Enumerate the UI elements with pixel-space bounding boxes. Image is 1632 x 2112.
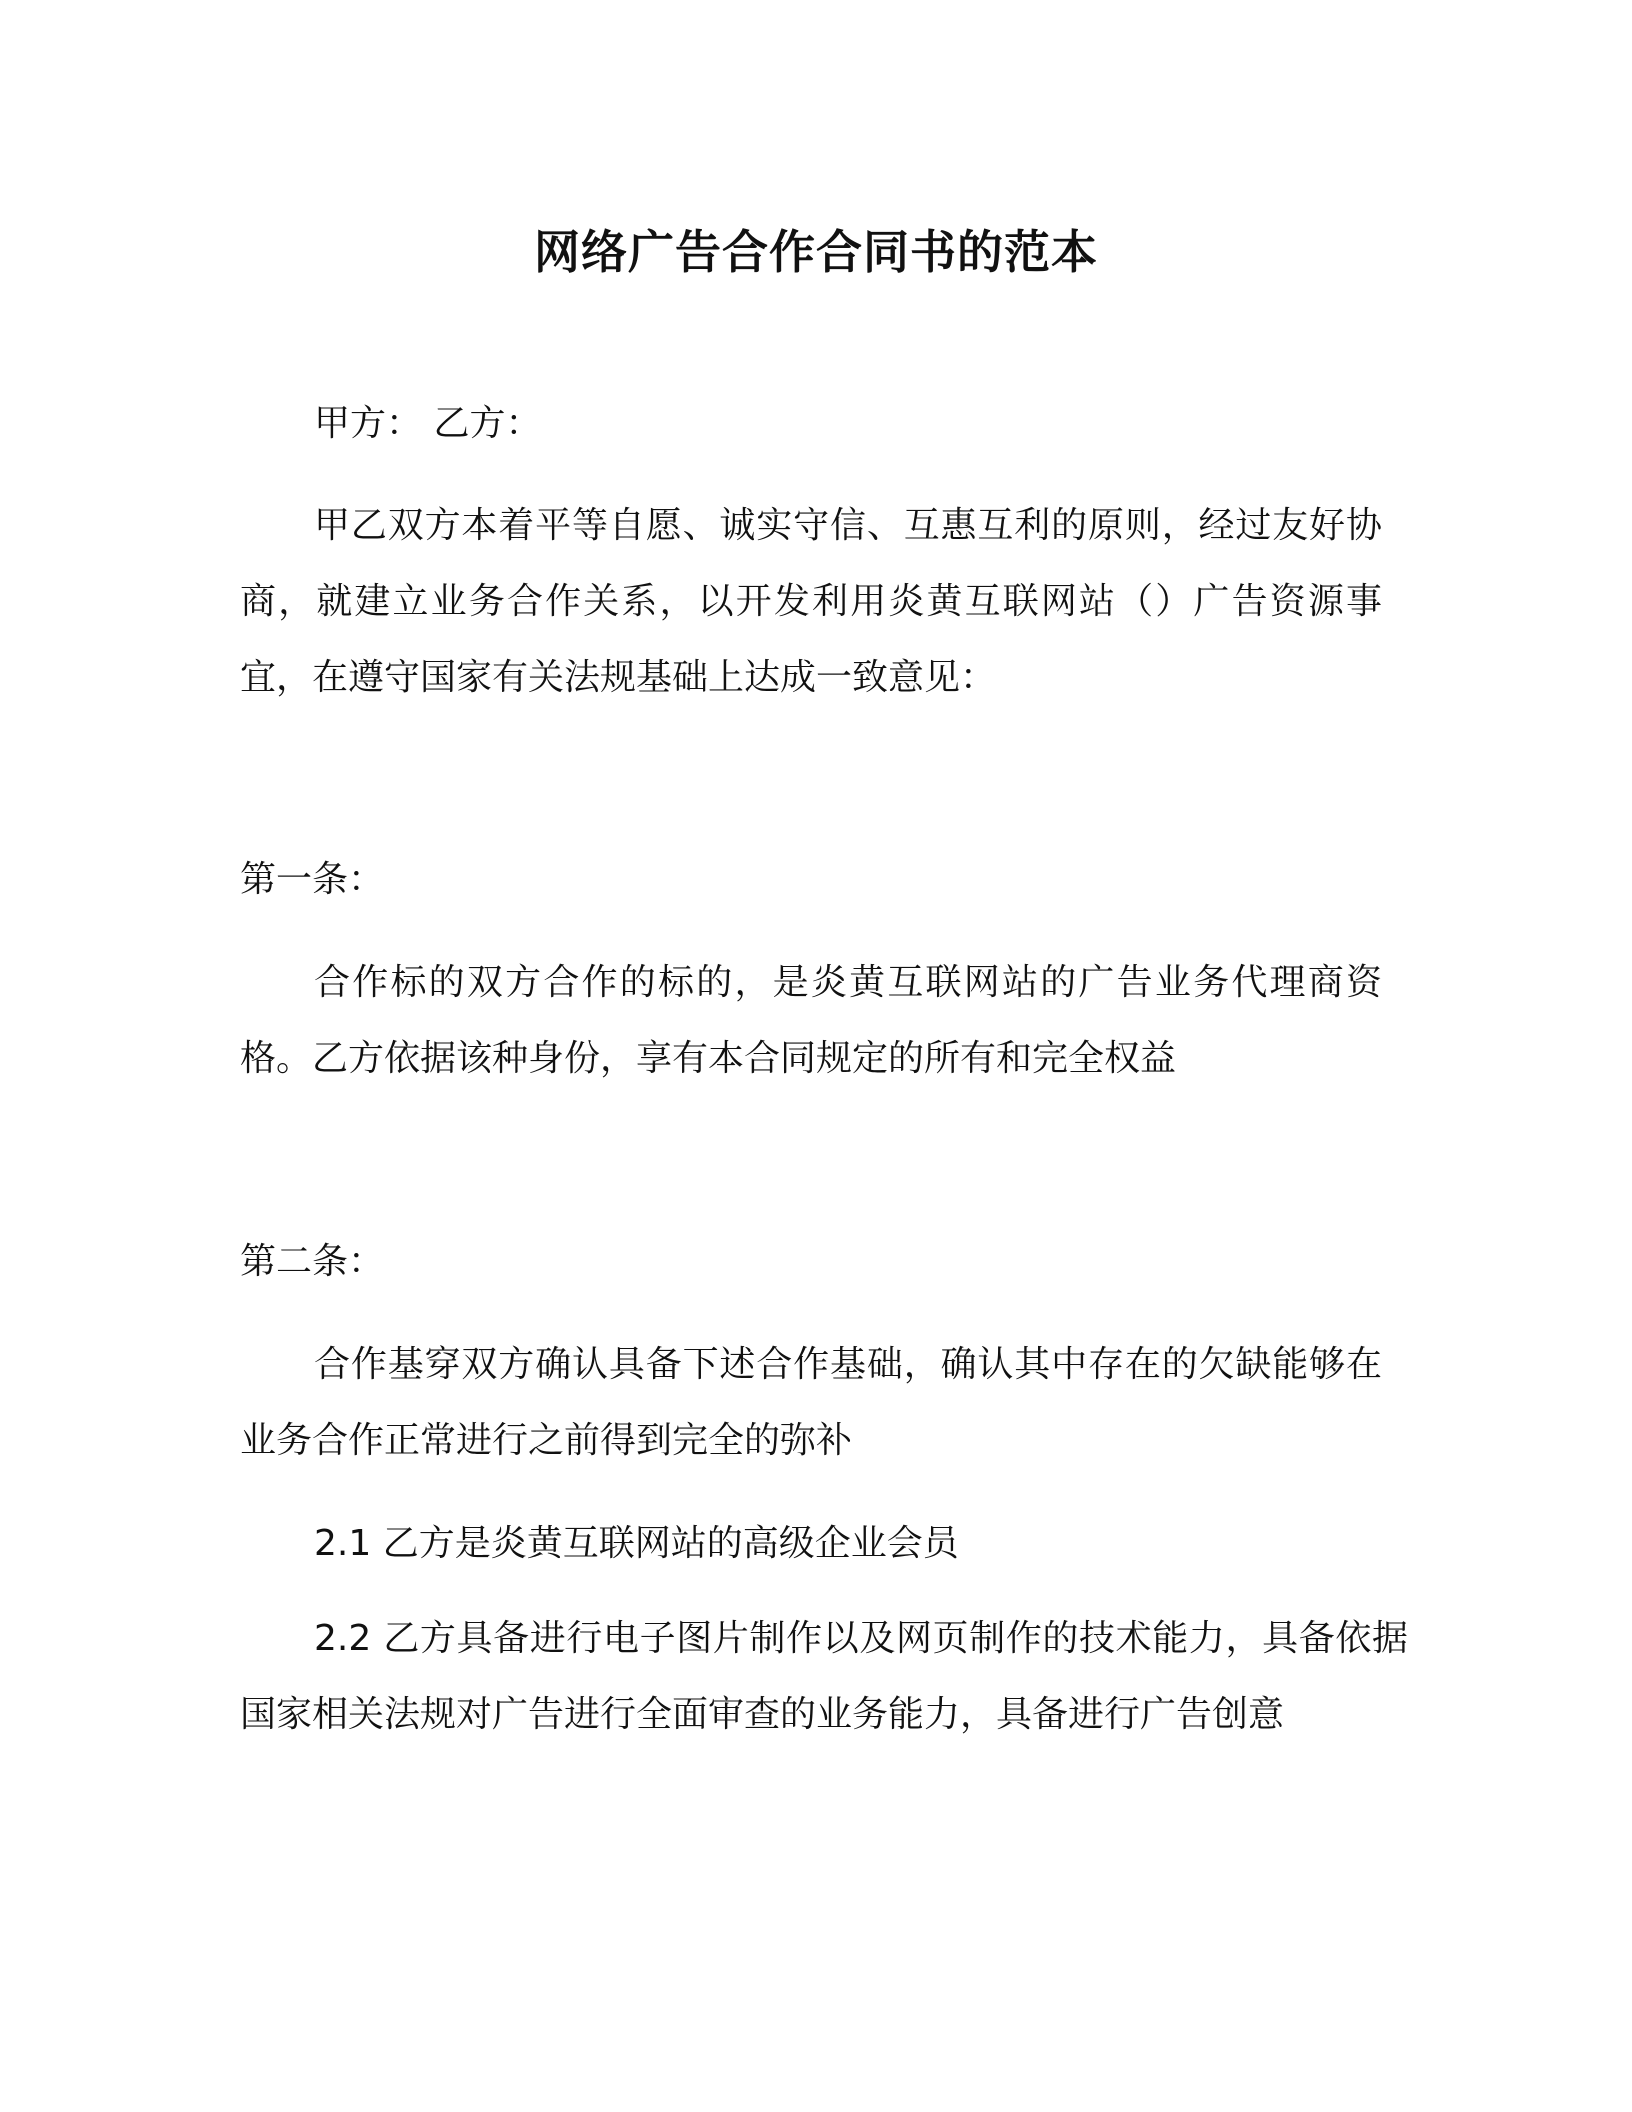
article-2-item-2-2: 2.2 乙方具备进行电子图片制作以及网页制作的技术能力，具备依据国家相关法规对广告进行全面审查的业务能力，具备进行广告创意	[240, 1618, 1408, 1735]
article-2-body: 合作基穿双方确认具备下述合作基础，确认其中存在的欠缺能够在业务合作正常进行之前得到完全的弥补	[240, 1344, 1382, 1461]
article-2-item-2-1: 2.1 乙方是炎黄互联网站的高级企业会员	[314, 1523, 959, 1564]
document-title: 网络广告合作合同书的范本	[534, 225, 1098, 279]
parties-line: 甲方： 乙方：	[314, 403, 542, 444]
article-1-body: 合作标的双方合作的标的，是炎黄互联网站的广告业务代理商资格。乙方依据该种身份，享有本合同规定的所有和完全权益	[240, 962, 1382, 1079]
article-2-heading: 第二条：	[240, 1241, 385, 1282]
article-1-heading: 第一条：	[240, 859, 385, 900]
preamble-paragraph: 甲乙双方本着平等自愿、诚实守信、互惠互利的原则，经过友好协商，就建立业务合作关系，以开发利用炎黄互联网站（）广告资源事宜，在遵守国家有关法规基础上达成一致意见：	[240, 505, 1382, 698]
